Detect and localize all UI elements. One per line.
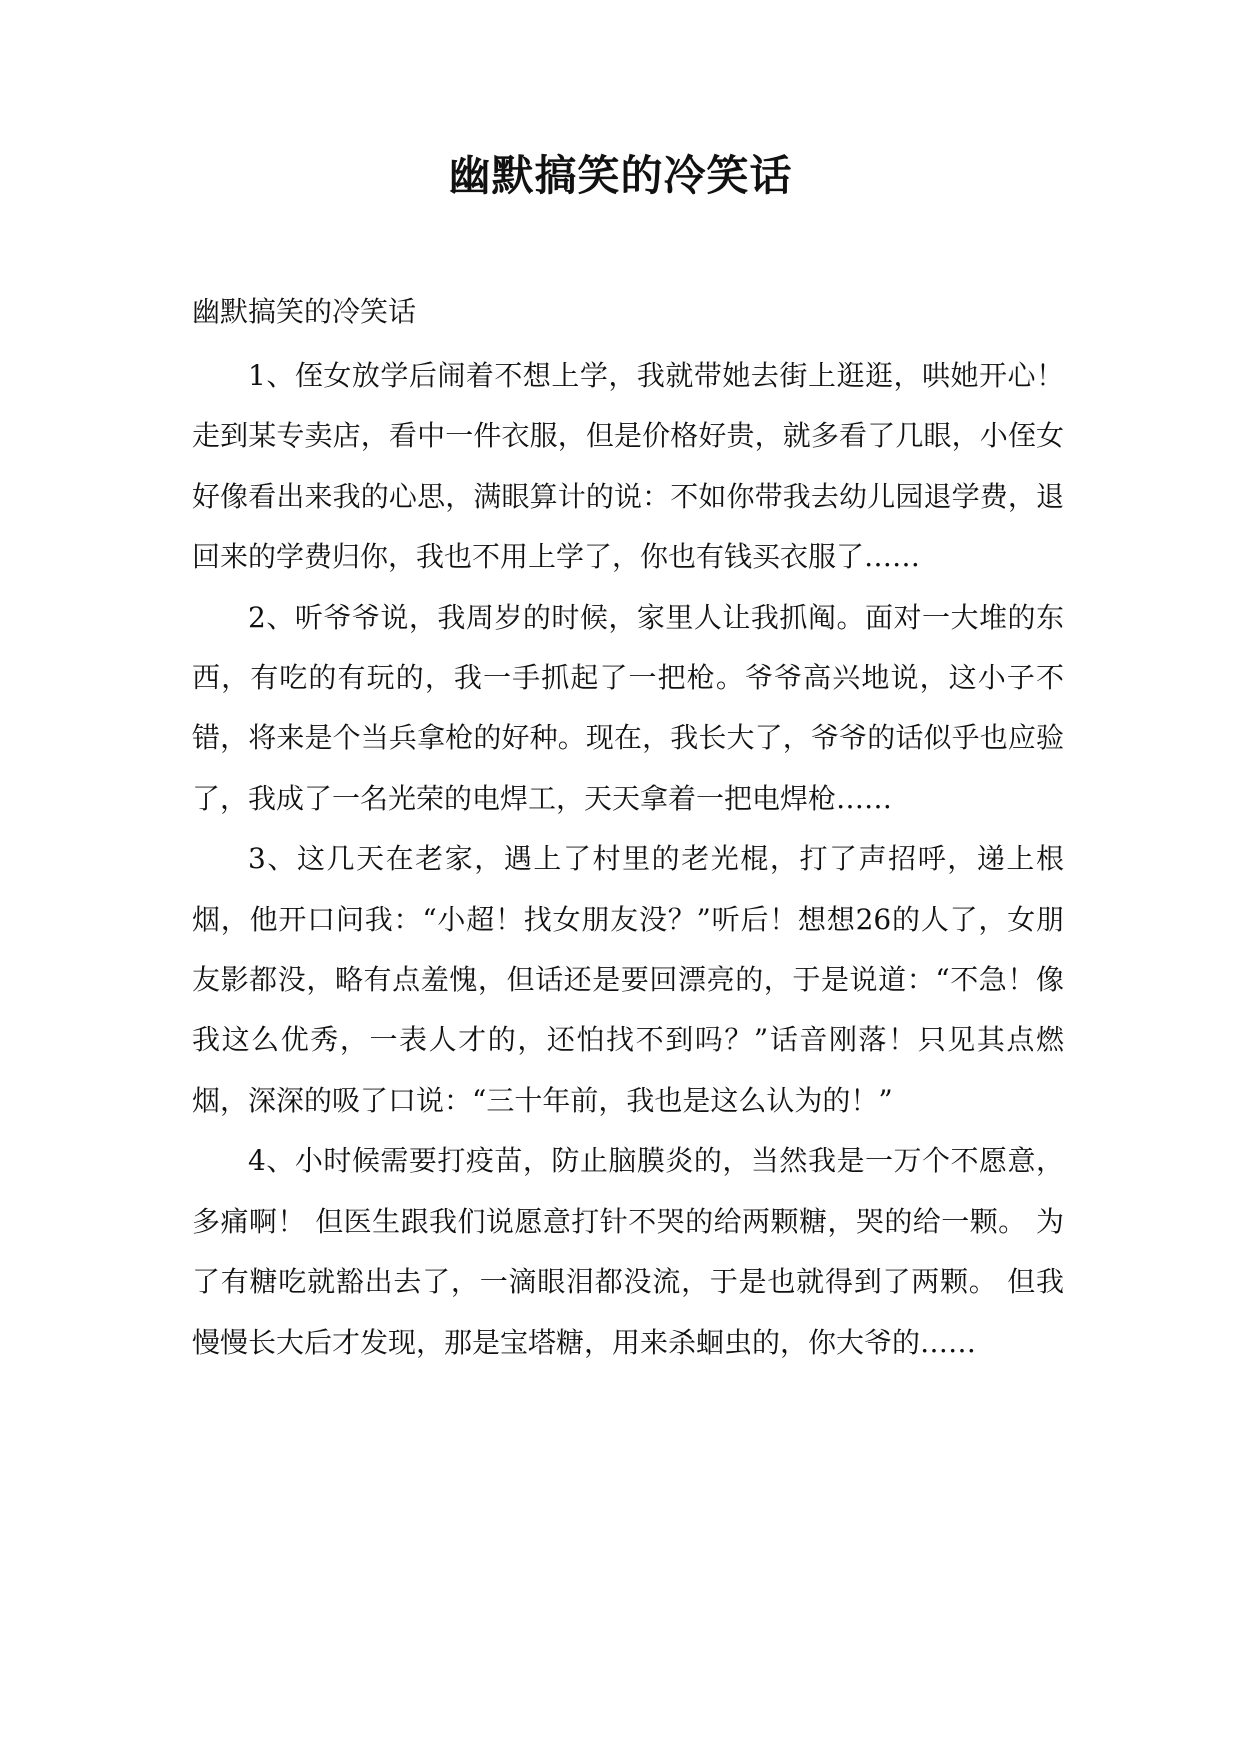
document-title: 幽默搞笑的冷笑话 [448, 151, 793, 200]
document-subtitle: 幽默搞笑的冷笑话 [192, 295, 417, 328]
joke-paragraph-1: 1、侄女放学后闹着不想上学，我就带她去街上逛逛，哄她开心！走到某专卖店，看中一件衣服，但是价格好贵，就多看了几眼，小侄女好像看出来我的心思，满眼算计的说：不如你带我去幼儿园退学费，退回来的学费归你，我也不用上学了，你也有钱买衣服了…… [192, 359, 1064, 574]
joke-paragraph-2: 2、听爷爷说，我周岁的时候，家里人让我抓阄。面对一大堆的东西，有吃的有玩的，我一手抓起了一把枪。爷爷高兴地说，这小子不错，将来是个当兵拿枪的好种。现在，我长大了，爷爷的话似乎也应验了，我成了一名光荣的电焊工，天天拿着一把电焊枪…… [192, 600, 1064, 815]
document-body [192, 346, 1064, 1373]
joke-paragraph-3: 3、这几天在老家，遇上了村里的老光棍，打了声招呼，递上根烟，他开口问我：“小超！找女朋友没？”听后！想想26的人了，女朋友影都没，略有点羞愧，但话还是要回漂亮的，于是说道：“不急！像我这么优秀，一表人才的，还怕找不到吗？”话音刚落！只见其点燃烟，深深的吸了口说：“三十年前，我也是这么认为的！” [192, 842, 1064, 1117]
joke-paragraph-4: 4、小时候需要打疫苗，防止脑膜炎的，当然我是一万个不愿意，多痛啊！ 但医生跟我们说愿意打针不哭的给两颗糖，哭的给一颗。 为了有糖吃就豁出去了，一滴眼泪都没流，于是也就得到了两颗。 但我慢慢长大后才发现，那是宝塔糖，用来杀蛔虫的，你大爷的…… [192, 1144, 1064, 1359]
